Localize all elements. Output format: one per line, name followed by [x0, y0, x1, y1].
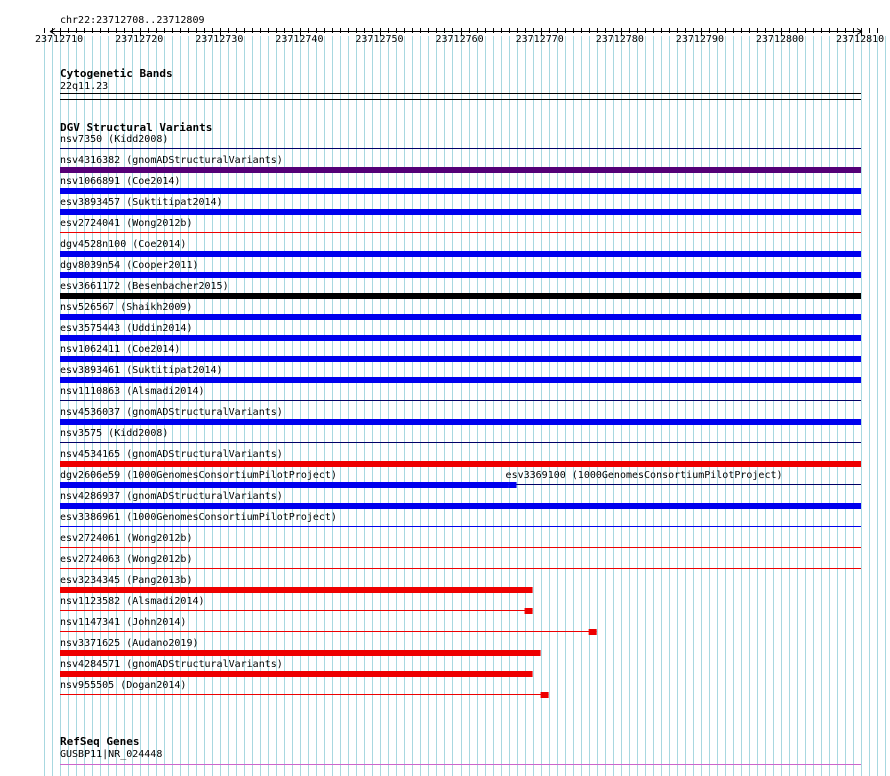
variant-study: (Dogan2014) — [114, 680, 187, 691]
variant-name: esv3893461 — [60, 365, 121, 376]
variant-study: (Cooper2011) — [120, 260, 199, 271]
variant-bar — [60, 314, 861, 320]
refseq-track-title: RefSeq Genes — [60, 735, 140, 748]
variant-name: nsv1066891 — [60, 176, 121, 187]
ruler-tick-label: 23712710 — [35, 34, 84, 45]
variant-name: nsv1123582 — [60, 596, 121, 607]
cytoband-label[interactable]: 22q11.23 — [60, 81, 109, 92]
variant-study: (Coe2014) — [120, 344, 181, 355]
variant-study: (gnomADStructuralVariants) — [120, 659, 283, 670]
variant-name: esv2724041 — [60, 218, 121, 229]
ruler-tick-label: 23712720 — [115, 34, 164, 45]
variant-name: nsv4536037 — [60, 407, 121, 418]
variant-name: nsv4284571 — [60, 659, 121, 670]
variant-study: (gnomADStructuralVariants) — [120, 407, 283, 418]
variant-name: nsv7350 — [60, 134, 103, 145]
variant-name: nsv955505 — [60, 680, 115, 691]
variant-bar — [60, 356, 861, 362]
variant-name: nsv4316382 — [60, 155, 121, 166]
variant-study: (Shaikh2009) — [114, 302, 193, 313]
ruler-tick-label: 23712800 — [755, 34, 805, 45]
variant-box — [509, 482, 517, 488]
variant-name: nsv3371625 — [60, 638, 121, 649]
variant-bar — [60, 377, 861, 383]
variant-study: (Besenbacher2015) — [120, 281, 229, 292]
variant-study: (1000GenomesConsortiumPilotProject) — [120, 512, 337, 523]
variant-name: nsv4534165 — [60, 449, 121, 460]
variant-study: (1000GenomesConsortiumPilotProject) — [565, 470, 783, 481]
variant-box — [525, 608, 533, 614]
variant-bar — [60, 503, 861, 509]
variant-study: (Alsmadi2014) — [120, 386, 205, 397]
variant-bar — [60, 251, 861, 257]
variant-bar — [60, 419, 861, 425]
ruler-tick-label: 23712750 — [355, 34, 404, 45]
refseq-gene-label[interactable]: GUSBP11|NR_024448 — [60, 749, 163, 760]
variant-bar — [60, 167, 861, 173]
variant-bar — [60, 461, 861, 467]
variant-name: esv3575443 — [60, 323, 121, 334]
variant-name: dgv4528n100 — [60, 239, 127, 250]
variant-name: esv2724063 — [60, 554, 121, 565]
variant-name: esv3661172 — [60, 281, 121, 292]
variant-name: esv3234345 — [60, 575, 121, 586]
variant-name: nsv3575 — [60, 428, 103, 439]
variant-bar — [60, 335, 861, 341]
variant-study: (Uddin2014) — [120, 323, 193, 334]
dgv-track-title: DGV Structural Variants — [60, 121, 213, 134]
variant-name: nsv1062411 — [60, 344, 121, 355]
ruler-tick-label: 23712810 — [836, 34, 885, 45]
variant-study: (Wong2012b) — [120, 554, 193, 565]
variant-study: (Kidd2008) — [102, 134, 169, 145]
variant-name: nsv1147341 — [60, 617, 121, 628]
variant-name: nsv1110863 — [60, 386, 121, 397]
ruler-tick-label: 23712740 — [275, 34, 324, 45]
variant-study: (gnomADStructuralVariants) — [120, 155, 283, 166]
variant-study: (Wong2012b) — [120, 533, 193, 544]
variant-box — [541, 692, 549, 698]
variant-bar — [60, 671, 533, 677]
variant-name: dgv8039n54 — [60, 260, 121, 271]
variant-bar — [60, 293, 861, 299]
variant-name: esv3386961 — [60, 512, 121, 523]
variant-name: esv3369100 — [505, 470, 566, 481]
variant-name: esv3893457 — [60, 197, 121, 208]
variant-study: (Coe2014) — [126, 239, 187, 250]
variant-study: (Pang2013b) — [120, 575, 193, 586]
variant-bar — [60, 188, 861, 194]
variant-study: (Audano2019) — [120, 638, 199, 649]
variant-study: (Suktitipat2014) — [120, 197, 223, 208]
variant-study: (Coe2014) — [120, 176, 181, 187]
variant-study: (Suktitipat2014) — [120, 365, 223, 376]
variant-study: (gnomADStructuralVariants) — [120, 449, 283, 460]
variant-study: (John2014) — [120, 617, 187, 628]
variant-name: nsv526567 — [60, 302, 115, 313]
variant-name: dgv2606e59 — [60, 470, 121, 481]
ruler-tick-label: 23712760 — [435, 34, 484, 45]
variant-bar — [60, 650, 541, 656]
variant-name: nsv4286937 — [60, 491, 121, 502]
variant-study: (gnomADStructuralVariants) — [120, 491, 283, 502]
variant-box — [589, 629, 597, 635]
variant-bar — [60, 587, 533, 593]
ruler-tick-label: 23712730 — [195, 34, 244, 45]
variant-study: (1000GenomesConsortiumPilotProject) — [120, 470, 337, 481]
ruler-tick-label: 23712790 — [675, 34, 724, 45]
variant-bar — [60, 482, 509, 488]
ruler-tick-label: 23712780 — [595, 34, 644, 45]
variant-study: (Wong2012b) — [120, 218, 193, 229]
variant-study: (Kidd2008) — [102, 428, 169, 439]
variant-name: esv2724061 — [60, 533, 121, 544]
ruler-tick-label: 23712770 — [515, 34, 564, 45]
cytoband-track-title: Cytogenetic Bands — [60, 67, 173, 80]
variant-study: (Alsmadi2014) — [120, 596, 205, 607]
variant-bar — [60, 272, 861, 278]
variant-bar — [60, 209, 861, 215]
locus-label: chr22:23712708..23712809 — [60, 15, 205, 26]
